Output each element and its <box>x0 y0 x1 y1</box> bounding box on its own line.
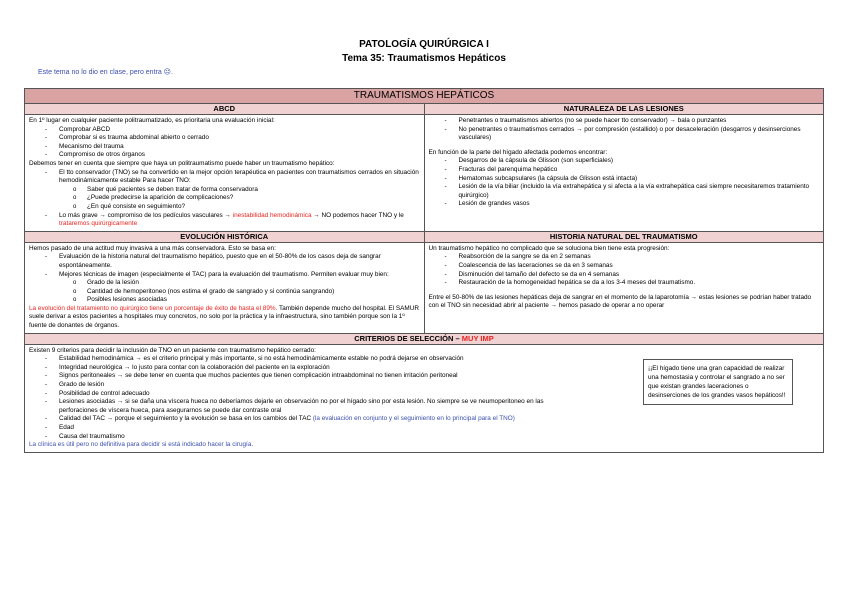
historia-intro: Un traumatismo hepático no complicado que se soluciona bien tiene esta progresión: <box>428 244 670 252</box>
list-item <box>59 415 569 424</box>
naturaleza-list-2 <box>429 157 820 209</box>
sublist-item: o Posibles lesiones asociadas <box>87 296 420 305</box>
list-item: - No penetrantes o traumatismos cerrados → por compresión (estallido) o por desaceleración (desgarros y desinserciones vasculares) <box>459 126 820 143</box>
grave-red-text: inestabilidad hemodinámica <box>232 211 312 219</box>
evolucion-red-text: La evolución del tratamiento no quirúrgico tiene un porcentaje de éxito de hasta el 89%. <box>29 304 278 312</box>
list-item <box>59 212 420 229</box>
tno-sublist <box>59 186 420 212</box>
list-item: - Lesión de grandes vasos <box>459 200 820 209</box>
list-item: - Comprobar si es trauma abdominal abierto o cerrado <box>59 134 420 143</box>
document-title: PATOLOGÍA QUIRÚRGICA I <box>359 39 489 50</box>
list-item: - Integridad neurológica → lo justo para contar con la colaboración del paciente en la exploración <box>59 364 569 373</box>
historia-paragraph: Entre el 50-80% de las lesiones hepáticas deja de sangrar en el momento de la laparotomía → estas lesiones se podrían haber tratado con el TNO sin necesidad abrir al paciente → hemos pasado de operar a no operar <box>428 293 812 310</box>
list-item: - Comprobar ABCD <box>59 126 420 135</box>
abcd-list <box>29 126 420 160</box>
historia-cell <box>425 232 824 333</box>
tno-list <box>29 169 420 229</box>
list-item: - Disminución del tamaño del defecto se da en 4 semanas <box>459 271 820 280</box>
list-item: - Fracturas del parenquima hepático <box>459 166 820 175</box>
evolucion-cell <box>25 232 425 333</box>
list-item: - Lesión de la vía biliar (incluido la vía extrahepática y si afecta a la vía extrahepática casi siempre necesitaremos tratamiento quirúrgico) <box>459 183 820 200</box>
imaging-sublist <box>59 279 420 305</box>
abcd-cell <box>25 104 425 231</box>
criterios-body <box>25 345 823 452</box>
row-criterios <box>25 334 823 452</box>
criterios-footer: La clínica es útil pero no definitiva para decidir si está indicado hacer la cirugía. <box>29 441 254 449</box>
sublist-item: o Saber qué pacientes se deben tratar de forma conservadora <box>87 186 420 195</box>
liver-callout-box: ¡¡El hígado tiene una gran capacidad de realizar una hemostasia y controlar el sangrado a no ser que existan grandes laceraciones o desinserciones de los grandes vasos hepáticos!! <box>643 359 793 405</box>
sublist-item: o ¿Puede predecirse la aparición de complicaciones? <box>87 194 420 203</box>
list-item: - Edad <box>59 424 569 433</box>
list-item: - Signos peritoneales → se debe tener en cuenta que muchos pacientes que tienen complicación intraabdominal no tienen irritación peritoneal <box>59 372 569 381</box>
sublist-item: o Grado de la lesión <box>87 279 420 288</box>
list-item: - Restauración de la homogeneidad hepática se da a los 3-4 meses del traumatismo. <box>459 279 820 288</box>
document-note: Este tema no lo dio en clase, pero entra ☹. <box>38 69 173 76</box>
evolucion-list <box>29 253 420 305</box>
sublist-item: o Cantidad de hemoperitoneo (nos estima el grado de sangrado y si continúa sangrando) <box>87 288 420 297</box>
criterios-heading <box>25 334 823 345</box>
list-item: - Compromiso de otros órganos <box>59 151 420 160</box>
criterios-imp-badge: MUY IMP <box>461 333 494 343</box>
list-item: - Coalescencia de las laceraciones se da en 3 semanas <box>459 262 820 271</box>
tac-blue-text: (la evaluación en conjunto y el seguimiento en lo principal para el TNO) <box>312 415 515 423</box>
grave-text: Lo más grave → compromiso de los pedículos vasculares → <box>59 211 233 219</box>
row-abcd-naturaleza <box>25 104 823 232</box>
list-item <box>59 169 420 212</box>
abcd-intro: En 1º lugar en cualquier paciente politraumatizado, es prioritaria una evaluación inicial: <box>29 117 275 124</box>
tac-text: Calidad del TAC → porque el seguimiento y la evolución se basa en los cambios del TAC <box>59 415 313 423</box>
list-item: - Penetrantes o traumatismos abiertos (no se puede hacer tto conservador) → bala o punzantes <box>459 117 820 126</box>
historia-list <box>429 253 820 287</box>
criterios-heading-text: CRITERIOS DE SELECCIÓN – <box>354 333 462 343</box>
document-subtitle: Tema 35: Traumatismos Hepáticos <box>342 53 506 64</box>
historia-heading: HISTORIA NATURAL DEL TRAUMATISMO <box>425 232 824 243</box>
naturaleza-list <box>429 117 820 143</box>
content-table <box>24 88 824 453</box>
list-item: - Posibilidad de control adecuado <box>59 390 569 399</box>
list-item: - Lesiones asociadas → si se daña una víscera hueca no deberíamos dejarle en observación no por el hígado sino por esta lesión. No siempre se ve neumoperitoneo en las perforaciones de víscera hueca, para asegurarnos se puede dar contraste oral <box>59 398 569 415</box>
naturaleza-paragraph: En función de la parte del hígado afectada podemos encontrar: <box>428 148 608 156</box>
list-item: - Desgarros de la cápsula de Glisson (son superficiales) <box>459 157 820 166</box>
list-item <box>59 271 420 305</box>
evolucion-intro: Hemos pasado de una actitud muy invasiva a una más conservadora. Esto se basa en: <box>29 244 276 252</box>
main-title: TRAUMATISMOS HEPÁTICOS <box>25 89 823 104</box>
tno-text: El tto conservador (TNO) se ha convertido en la mejor opción terapéutica en pacientes con traumatismos cerrados en situación hemodinámicamente estable Para hacer TNO: <box>59 168 419 185</box>
list-item: - Reabsorción de la sangre se da en 2 semanas <box>459 253 820 262</box>
abcd-heading: ABCD <box>25 104 424 115</box>
evolucion-heading: EVOLUCIÓN HISTÓRICA <box>25 232 424 243</box>
list-item: - Evaluación de la historia natural del traumatismo hepático, puesto que en el 50-80% de los casos deja de sangrar espontáneamente. <box>59 253 420 270</box>
imaging-text: Mejores técnicas de imagen (especialmente el TAC) para la evaluación del traumatismo. Permiten evaluar muy bien: <box>59 270 389 278</box>
abcd-paragraph: Debemos tener en cuenta que siempre que haya un politraumatismo puede haber un traumatismo hepático: <box>29 159 335 167</box>
list-item: - Grado de lesión <box>59 381 569 390</box>
list-item: - Estabilidad hemodinámica → es el criterio principal y más importante, si no está hemodinámicamente estable no podrá dejarse en observación <box>59 355 569 364</box>
criterios-intro: Existen 9 criterios para decidir la inclusión de TNO en un paciente con traumatismo hepático cerrado: <box>29 346 316 354</box>
naturaleza-cell <box>425 104 824 231</box>
evolucion-outcome <box>29 305 420 331</box>
grave-red-text-2: trataremos quirúrgicamente <box>59 220 138 228</box>
list-item: - Mecanismo del trauma <box>59 143 420 152</box>
grave-text-2: → NO podemos hacer TNO y le <box>311 211 404 219</box>
list-item: - Hematomas subcapsulares (la cápsula de Glisson está intacta) <box>459 175 820 184</box>
list-item: - Causa del traumatismo <box>59 433 569 442</box>
sublist-item: o ¿En qué consiste en seguimiento? <box>87 203 420 212</box>
naturaleza-heading: NATURALEZA DE LAS LESIONES <box>425 104 824 115</box>
row-evolucion-historia <box>25 232 823 334</box>
evolucion-rest-text: También depende mucho del hospital. El SAMUR suele derivar a estos pacientes a hospitales muy concretos, no solo por la práctica y la infraestructura, sino también porque son la 1º fuente de donantes de órganos. <box>29 304 419 330</box>
criterios-list <box>29 355 569 441</box>
